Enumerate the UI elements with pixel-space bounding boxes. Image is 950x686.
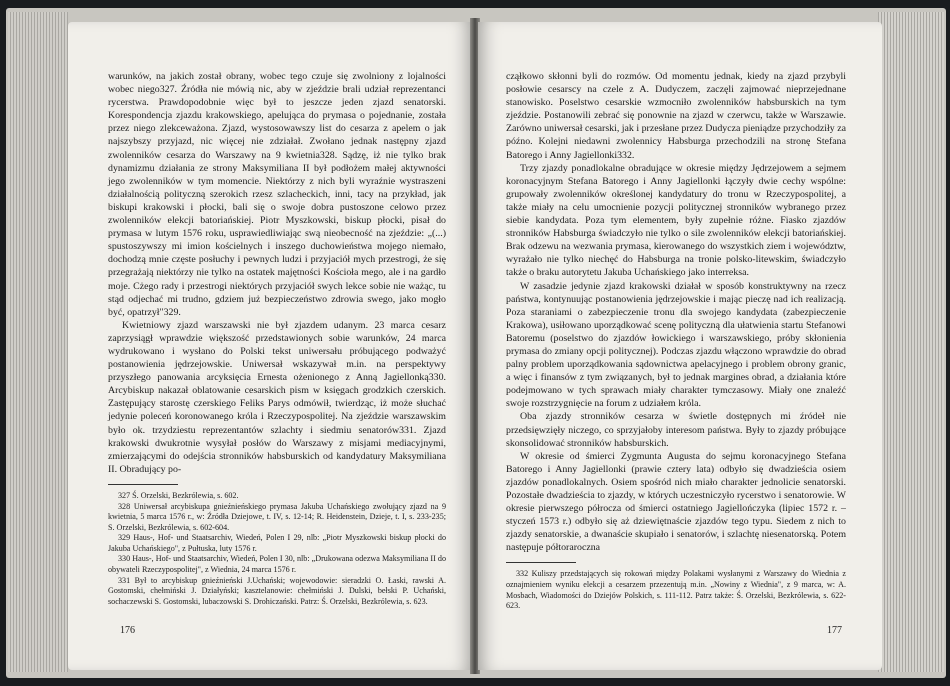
right-page (478, 22, 882, 670)
footnote-330: 330 Haus-, Hof- und Staatsarchiv, Wiedeń, Polen I 30, nlb: „Drukowana odezwa Maksymiliana II do obywateli Rzeczypospolitej", z Wiednia, 24 marca 1576 r. (108, 554, 446, 575)
right-paragraph-5: W okresie od śmierci Zygmunta Augusta do sejmu koronacyjnego Stefana Batorego i Anny Jagiellonki (prawie cztery lata) odbyło się dwadzieścia osiem zjazdów ponadlokalnych. Osiem spośród nich miało charakter jednolicie senatorski. Pozostałe dwadzieścia to zjazdy, w których uczestniczyło rycerstwo i senatorowie. W okresie pierwszego półrocza od śmierci ostatniego Jagiellończyka (lipiec 1572 r. – styczeń 1573 r.) odbyło się aż dziewiętnaście zjazdów tego typu. Siedem z nich to zjazdy senatorskie, a dwanaście skupiało i senatorów, i szlachtę niesenatorską. Potem następuje półtoraroczna (506, 450, 846, 554)
right-paragraph-2: Trzy zjazdy ponadlokalne obradujące w okresie między Jędrzejowem a sejmem koronacyjnym Stefana Batorego i Anny Jagiellonki łączyły dwie cechy wspólne: grupowały zwolenników określonej kandydatury do tronu w Rzeczypospolitej, a także miały na celu umocnienie pozycji politycznej stronników wybranego przez siebie kandydata. Poza tym elementem, były zupełnie różne. Fiasko zjazdów stronników Habsburga świadczyło nie tylko o sile zwolenników elekcji batoriańskiej. Brak odzewu na wezwania prymasa, kierowanego do wszystkich ziem i województw, wyrażało nie tylko niechęć do Habsburga na tronie polsko-litewskim, świadczyło także o braku autorytetu Jakuba Uchańskiego jako interreksa. (506, 162, 846, 279)
footnote-332: 332 Kuliszy przedstających się rokowań między Polakami wysłanymi z Warszawy do Wiednia z oznajmieniem wyniku elekcji a cesarzem przezentują m.in. „Nowiny z Wiednia", z 9 marca, w: A. Mosbach, Wiadomości do Dziejów Polskich, s. 111-112. Patrz także: Ś. Orzelski, Bezkrólewia, s. 622-623. (506, 569, 846, 611)
right-body (506, 70, 846, 554)
footnote-327: 327 Ś. Orzelski, Bezkrólewia, s. 602. (118, 490, 239, 500)
right-page-edges (878, 12, 944, 672)
footnote-328: 328 Uniwersał arcybiskupa gnieźnieńskiego prymasa Jakuba Uchańskiego zwołujący zjazd na 9 kwietnia, 5 marca 1576 r., w: Źródła Dziejowe, t. IV, s. 12-14; R. Heidenstein, Dzieje, t. I, s. 233-235; S. Orzelski, Bezkrólewia, s. 602-604. (108, 501, 446, 532)
left-body (108, 70, 446, 476)
left-page-edges (8, 12, 68, 672)
right-footnotes (506, 569, 846, 611)
left-paragraph-1: warunków, na jakich został obrany, wobec tego czuje się zwolniony z lojalności wobec niego327. Źródła nie mówią nic, aby w zjeździe brali udział reprezentanci rycerstwa. Prawdopodobnie więc był to jeszcze jeden zjazd senatorski. Korespondencja zjazdu krakowskiego, apelująca do prymasa o pojednanie, została przez niego zlekceważona. Zjazd, wystosowawszy list do cesarza z apelem o jak najszybszy przyjazd, nic więcej nie zdziałał. Zwołano jednak następny zjazd zwolenników cesarza do Warszawy na 9 kwietnia328. Sądzę, iż nie tylko brak dynamizmu działania ze strony Maksymiliana II był podłożem małej aktywności jego zwolenników w tym momencie. Niektórzy z nich byli wyraźnie wystraszeni działalnością polityczną szerokich rzesz szlacheckich, inni, tacy na przykład, jak biskupi krakowski i płocki, bali się o swoje dobra pustoszone celowo przez zwolenników elekcji batoriańskiej. Piotr Myszkowski, biskup płocki, pisał do prymasa w lutym 1576 roku, usprawiedliwiając swą nieobecność na zjeździe: „(...) spustoszywszy mi imion kościelnych i inszego duchowieństwa mojego niemało, dochodzą mnie częste posłuchy i pewnych ludzi i przyjaciół mych przestrogi, że się przegrażają niektórzy nie tylko na ostatek majętności Kościoła mego, ale i na gardło moje. Cżego rady i przestrogi niektórych przyjaciół swych lekce sobie nie ważąc, tu stąd odjechać mi trudno, gdziem już bezpieczeństwo zdrowia swego, jako mogło być, opatrzył"329. (108, 71, 446, 318)
right-paragraph-1: cząłkowo skłonni byli do rozmów. Od momentu jednak, kiedy na zjazd przybyli posłowie cesarscy na czele z A. Dudyczem, zaczęli zajmować nieprzejednane stanowisko. Poselstwo cesarskie wzmocniło zwolenników habsburskich na tym zjeździe. Postanowili zebrać się ponownie na zjazd w czerwcu, także w Warszawie. Zarówno uniwersał cesarski, jak i przesłane przez Dudycza pieniądze przychodziły za późno. Kolejni niedawni zwolennicy Habsburga przechodzili na stronę Stefana Batorego i Anny Jagiellonki332. (506, 71, 846, 161)
left-page (68, 22, 472, 670)
left-paragraph-2: Kwietniowy zjazd warszawski nie był zjazdem udanym. 23 marca cesarz zaprzysiągł wprawdzie większość przedstawionych sobie warunków, 24 marca wydrukowano i wysłano do Polski tekst uniwersału próbującego podważyć postanowienia jędrzejowskie. Uniwersał wskazywał m.in. na perspektywy przyszłego panowania arcyksięcia Ernesta ożenionego z Anną Jagiellonką330. Arcybiskup nakazał oblatowanie cesarskich pism w księgach grodzkich czerskich. Zastępujący starostę czerskiego Feliks Parys odmówił, twierdząc, iż może słuchać jedynie poleceń koronowanego króla i Rzeczypospolitej. Na zjeździe warszawskim było ok. trzydziestu reprezentantów szlachty i siedmiu senatorów331. Zjazd krakowski dwukrotnie wysyłał posłów do Warszawy z misjami mediacyjnymi, zmierzającymi do odejścia stronników habsburskich od kandydatury Maksymiliana II. Obradujący po- (108, 319, 446, 475)
footnote-rule (108, 484, 178, 485)
right-paragraph-4: Oba zjazdy stronników cesarza w świetle dostępnych mi źródeł nie przedsięwzięły niczego, co sprzyjałoby interesom państwa. Były to zjazdy próbujące skonsolidować stronników habsburskich. (506, 411, 846, 449)
footnote-331: 331 Był to arcybiskup gnieźnieński J.Uchański; wojewodowie: sieradzki O. Łaski, rawski A. Gostomski, chełmiński J. Działyński; kasztelanowie: chełmiński J. Dulski, bełski P. Uchański, sochaczewski S. Gostomski, lubaczowski S. Drohiczański. Patrz: Ś. Orzelski, Bezkrólewia, s. 623. (108, 575, 446, 606)
right-paragraph-3: W zasadzie jedynie zjazd krakowski działał w sposób konstruktywny na rzecz państwa, kontynuując postanowienia jędrzejowskie i mając pieczę nad ich realizacją. Poza staraniami o zabezpieczenie tronu dla swojego kandydata (zabezpieczenie Krakowa), usiłowano uporządkować scenę polityczną dla ułatwienia startu Stefanowi Batoremu (poselstwo do zjazdów łowickiego i warszawskiego, próby skłonienia prymasa do zmiany opcji politycznej). Podczas zjazdu włączono wprawdzie do obrad palny problem uporządkowania sądownictwa apelacyjnego i problem obrony granic, a więc i finansów z tym związanych, był to jednak margines obrad, a działania które podejmowano w tych sprawach miały charakter tymczasowy. Miały one znaleźć swoje rozstrzygnięcie na forum z udziałem króla. (506, 280, 846, 410)
footnote-329: 329 Haus-, Hof- und Staatsarchiv, Wiedeń, Polen I 29, nlb: „Piotr Myszkowski biskup płocki do Jakuba Uchańskiego", z Pułtuska, luty 1576 r. (108, 533, 446, 553)
page-number-left: 176 (120, 625, 135, 636)
left-footnotes (108, 491, 446, 608)
page-number-right: 177 (827, 625, 842, 636)
footnote-rule-right (506, 562, 576, 563)
